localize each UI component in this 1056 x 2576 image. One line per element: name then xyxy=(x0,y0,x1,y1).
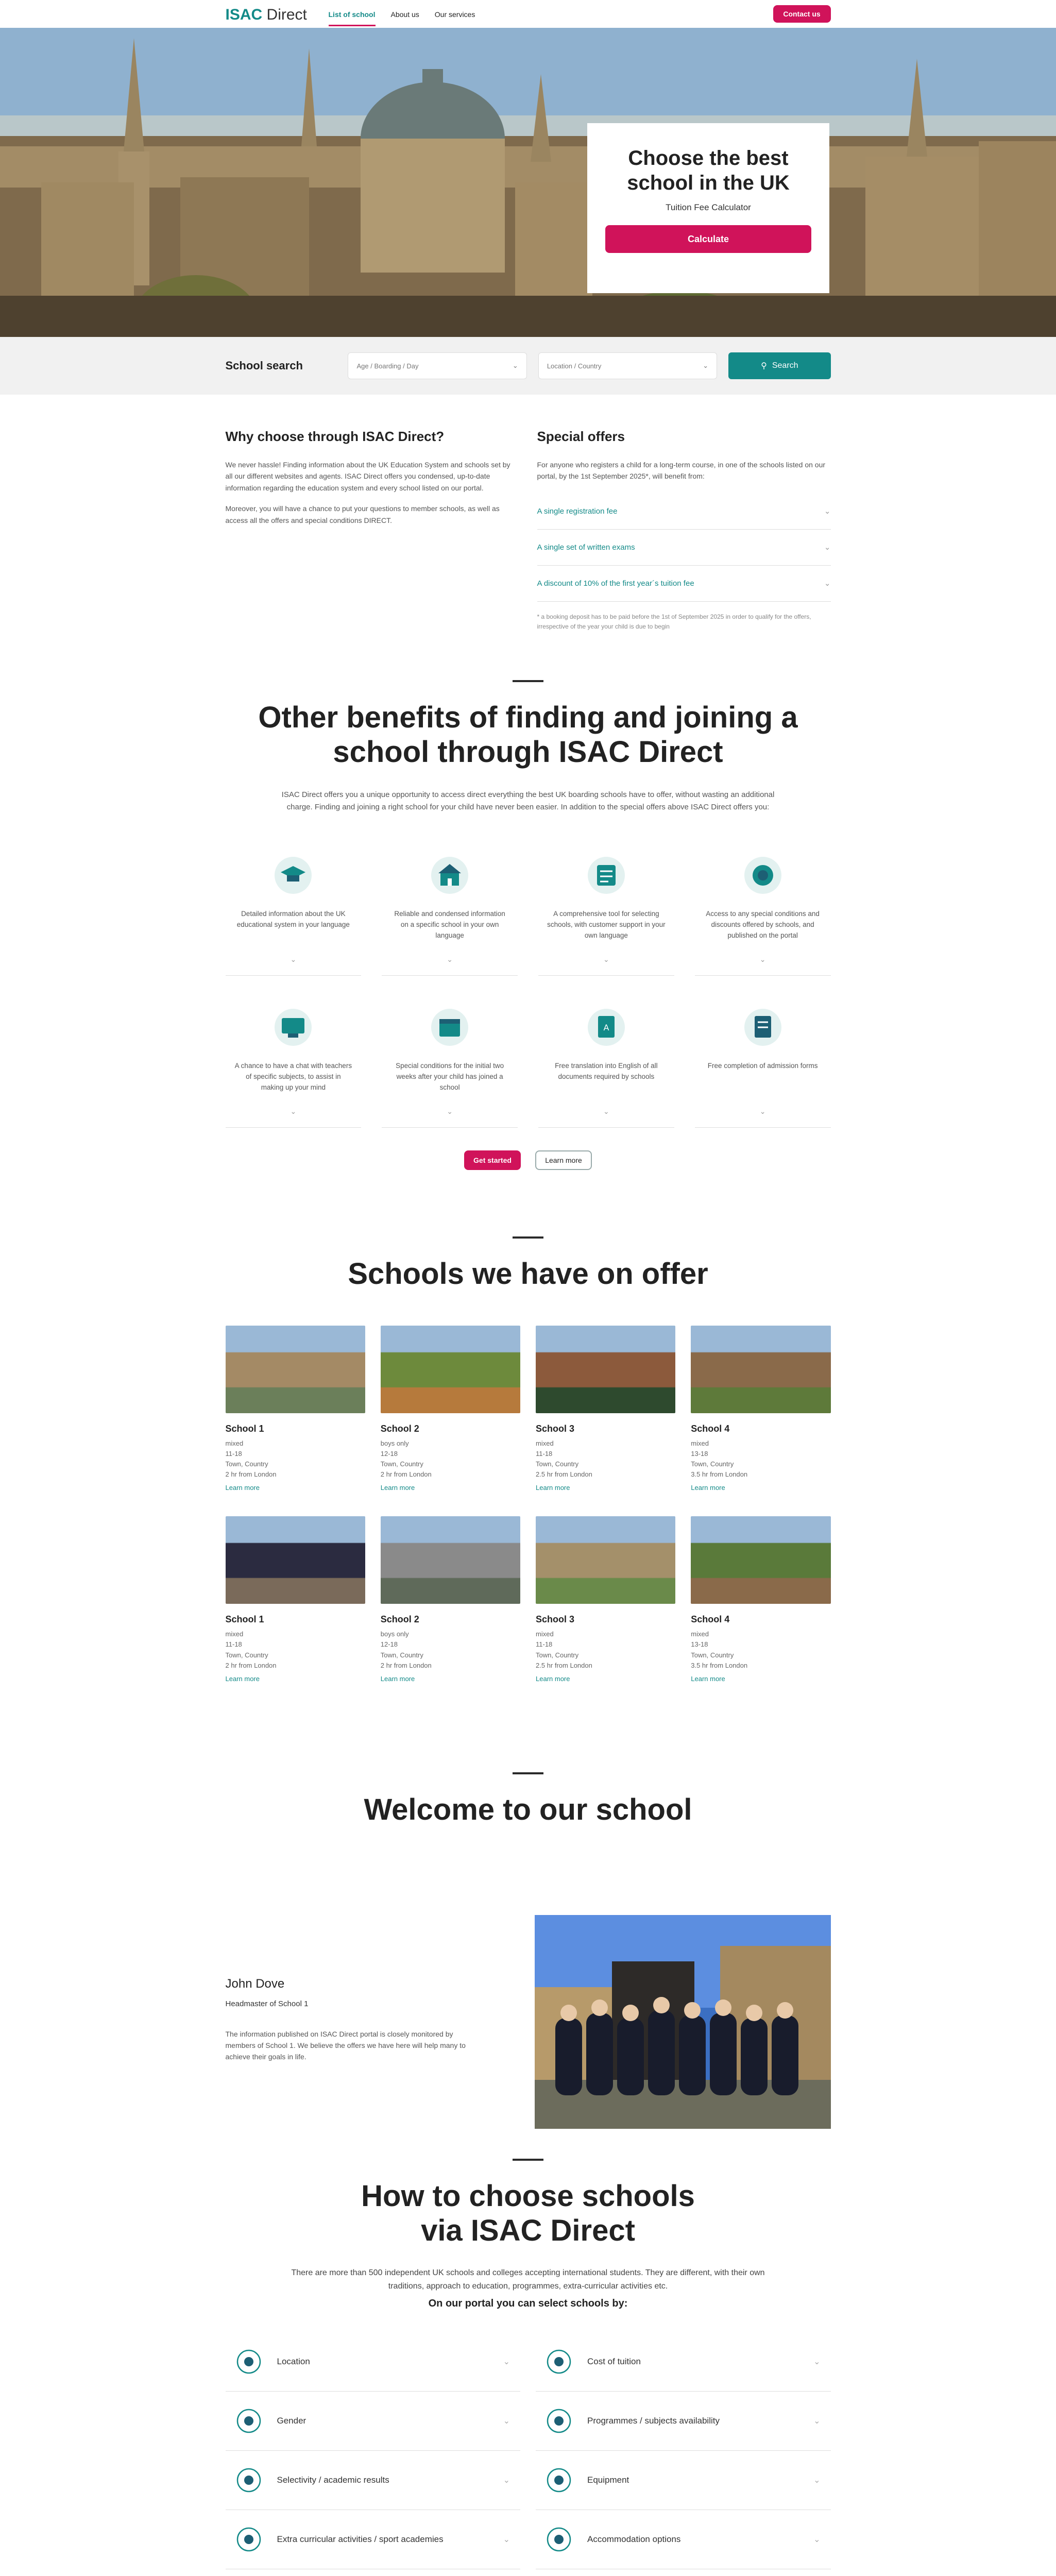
chevron-down-icon[interactable]: ⌄ xyxy=(759,1107,766,1116)
school-name: School 4 xyxy=(691,1614,730,1625)
chevron-down-icon[interactable]: ⌄ xyxy=(603,955,609,964)
school-search-bar xyxy=(0,337,1056,395)
admission-form-icon xyxy=(742,1007,784,1048)
nav-about-us[interactable]: About us xyxy=(390,10,419,19)
school-learn-more-link[interactable]: Learn more xyxy=(536,1484,570,1492)
gender-icon xyxy=(236,2408,262,2434)
school-meta: boys only 12-18 Town, Country 2 hr from London xyxy=(380,1630,432,1669)
selection-tool-icon xyxy=(586,855,627,896)
section-divider xyxy=(513,1236,543,1239)
benefit-item: Access to any special conditions and discounts offered by schools, and published on the portal ⌄ xyxy=(695,824,831,976)
offer-item[interactable]: A discount of 10% of the first year´s tuition fee ⌄ xyxy=(537,566,831,602)
criteria-item[interactable]: Programmes / subjects availability ⌄ xyxy=(536,2392,831,2451)
calculate-button[interactable]: Calculate xyxy=(605,225,811,253)
section-divider xyxy=(513,2159,543,2161)
chevron-down-icon: ⌄ xyxy=(703,362,709,369)
map-pin-icon xyxy=(236,2349,262,2375)
how-to-choose-section xyxy=(0,2159,1056,2576)
chart-icon xyxy=(236,2467,262,2493)
school-learn-more-link[interactable]: Learn more xyxy=(225,1674,260,1683)
school-learn-more-link[interactable]: Learn more xyxy=(380,1484,415,1492)
benefit-item: A Free translation into English of all documents required by schools ⌄ xyxy=(538,976,674,1128)
chevron-down-icon: ⌄ xyxy=(824,579,831,588)
criteria-item[interactable]: Selectivity / academic results ⌄ xyxy=(226,2451,521,2510)
section-divider xyxy=(513,680,543,682)
chevron-down-icon[interactable]: ⌄ xyxy=(290,1107,297,1116)
calendar-icon xyxy=(429,1007,470,1048)
offer-item[interactable]: A single set of written exams ⌄ xyxy=(537,530,831,566)
school-learn-more-link[interactable]: Learn more xyxy=(380,1674,415,1683)
chevron-down-icon: ⌄ xyxy=(813,2357,821,2366)
benefit-item: A comprehensive tool for selecting schools, with customer support in your own language ⌄ xyxy=(538,824,674,976)
badge-discount-icon xyxy=(742,855,784,896)
search-button[interactable]: ⚲ Search xyxy=(728,352,830,379)
school-learn-more-link[interactable]: Learn more xyxy=(691,1484,725,1492)
school-name: School 2 xyxy=(380,1423,419,1434)
benefits-section xyxy=(0,680,1056,1170)
contact-us-button[interactable]: Contact us xyxy=(773,5,831,23)
main-nav xyxy=(329,10,475,26)
why-choose-column xyxy=(226,429,519,526)
search-icon: ⚲ xyxy=(761,362,767,370)
school-card[interactable] xyxy=(381,1516,520,1683)
welcome-section xyxy=(0,1772,1056,2061)
hero-title: Choose the best school in the UK xyxy=(627,147,790,194)
hero-subtitle: Tuition Fee Calculator xyxy=(666,202,751,212)
school-learn-more-link[interactable]: Learn more xyxy=(691,1674,725,1683)
why-paragraph-1: We never hassle! Finding information about the UK Education System and schools set by all our different websites and agents. ISAC Direct offers you condensed, up-to-date information regarding the education system and every school listed on our portal. xyxy=(225,461,510,492)
nav-our-services[interactable]: Our services xyxy=(434,10,475,19)
chevron-down-icon[interactable]: ⌄ xyxy=(447,1107,453,1116)
benefit-item: Free completion of admission forms ⌄ xyxy=(695,976,831,1128)
benefit-item: Special conditions for the initial two weeks after your child has joined a school ⌄ xyxy=(382,976,518,1128)
school-photo[interactable] xyxy=(691,1516,830,1604)
svg-text:A: A xyxy=(603,1023,609,1033)
benefit-item: Detailed information about the UK educational system in your language ⌄ xyxy=(226,824,362,976)
school-meta: mixed 11-18 Town, Country 2.5 hr from London xyxy=(536,1439,592,1479)
school-name: School 2 xyxy=(380,1614,419,1625)
chevron-down-icon[interactable]: ⌄ xyxy=(603,1107,609,1116)
benefits-title: Other benefits of finding and joining a school through ISAC Direct xyxy=(258,701,798,769)
chevron-down-icon[interactable]: ⌄ xyxy=(290,955,297,964)
coins-icon xyxy=(546,2349,572,2375)
schools-section xyxy=(0,1236,1056,1683)
school-photo[interactable] xyxy=(381,1326,520,1413)
chevron-down-icon: ⌄ xyxy=(503,2535,510,2544)
city-skyline-image xyxy=(0,28,1056,337)
school-card[interactable] xyxy=(536,1516,675,1683)
offers-intro: For anyone who registers a child for a long-term course, in one of the schools listed on our portal, by the 1st September 2025*, will benefit from: xyxy=(537,461,826,481)
school-photo[interactable] xyxy=(691,1326,830,1413)
criteria-item[interactable]: Cost of tuition ⌄ xyxy=(536,2332,831,2392)
section-divider xyxy=(513,1772,543,1774)
chevron-down-icon: ⌄ xyxy=(813,2535,821,2544)
welcome-title: Welcome to our school xyxy=(364,1793,692,1826)
learn-more-button[interactable]: Learn more xyxy=(535,1150,592,1170)
site-header xyxy=(0,0,1056,28)
benefits-intro: ISAC Direct offers you a unique opportunity to access direct everything the best UK boarding schools have to offer, without wasting an additional charge. Finding and joining a right school for your child have never been easier. In addition to the special offers above ISAC Direct offers you: xyxy=(281,790,775,812)
school-photo[interactable] xyxy=(381,1516,520,1604)
school-name: School 3 xyxy=(536,1423,575,1434)
location-select[interactable]: Location / Country ⌄ xyxy=(538,352,717,379)
translation-document-icon xyxy=(586,1007,627,1048)
chevron-down-icon: ⌄ xyxy=(512,362,518,369)
criteria-item[interactable]: Equipment ⌄ xyxy=(536,2451,831,2510)
age-select[interactable]: Age / Boarding / Day ⌄ xyxy=(348,352,526,379)
criteria-item[interactable]: Extra curricular activities / sport academies ⌄ xyxy=(226,2510,521,2569)
teacher-chat-icon xyxy=(272,1007,314,1048)
school-photo[interactable] xyxy=(226,1516,365,1604)
hero-banner xyxy=(0,28,1056,337)
chevron-down-icon[interactable]: ⌄ xyxy=(447,955,453,964)
school-photo[interactable] xyxy=(536,1326,675,1413)
school-group-photo xyxy=(535,1915,831,2129)
graduation-cap-icon xyxy=(272,855,314,896)
criteria-item[interactable]: Accommodation options ⌄ xyxy=(536,2510,831,2569)
trophy-icon xyxy=(236,2527,262,2552)
school-card[interactable] xyxy=(226,1516,365,1683)
why-title: Why choose through ISAC Direct? xyxy=(225,429,445,444)
chevron-down-icon: ⌄ xyxy=(824,543,831,552)
benefit-item: A chance to have a chat with teachers of specific subjects, to assist in making up your mind ⌄ xyxy=(226,976,362,1128)
offers-footnote: * a booking deposit has to be paid before the 1st of September 2025 in order to qualify for the offers, irrespective of the year your child is due to begin xyxy=(537,613,811,630)
school-meta: mixed 11-18 Town, Country 2 hr from London xyxy=(225,1630,277,1669)
offer-item[interactable]: A single registration fee ⌄ xyxy=(537,494,831,530)
school-name: School 1 xyxy=(225,1614,264,1625)
school-card[interactable] xyxy=(536,1326,675,1492)
criteria-item[interactable]: Location ⌄ xyxy=(226,2332,521,2392)
bed-icon xyxy=(546,2527,572,2552)
school-name: School 4 xyxy=(691,1423,730,1434)
chevron-down-icon: ⌄ xyxy=(813,2476,821,2485)
chevron-down-icon: ⌄ xyxy=(813,2416,821,2426)
headmaster-role: Headmaster of School 1 xyxy=(225,1999,309,2008)
school-meta: boys only 12-18 Town, Country 2 hr from London xyxy=(380,1439,432,1479)
school-photo[interactable] xyxy=(536,1516,675,1604)
equipment-icon xyxy=(546,2467,572,2493)
headmaster-name: John Dove xyxy=(225,1976,285,1991)
school-meta: mixed 13-18 Town, Country 3.5 hr from London xyxy=(691,1630,748,1669)
schools-title: Schools we have on offer xyxy=(348,1257,708,1291)
get-started-button[interactable]: Get started xyxy=(464,1150,521,1170)
logo[interactable]: ISAC Direct xyxy=(225,6,307,23)
chevron-down-icon: ⌄ xyxy=(503,2476,510,2485)
special-offers-column xyxy=(537,429,831,632)
nav-list-of-school[interactable]: List of school xyxy=(329,10,376,26)
school-search-label: School search xyxy=(225,359,303,372)
chevron-down-icon: ⌄ xyxy=(503,2357,510,2366)
hero-calculator-card xyxy=(587,123,829,293)
school-building-icon xyxy=(429,855,470,896)
school-learn-more-link[interactable]: Learn more xyxy=(225,1484,260,1492)
how-intro: There are more than 500 independent UK schools and colleges accepting international students. They are different, with their own traditions, approach to education, programmes, extra-curricular activities etc. On our portal you can select schools by: xyxy=(291,2268,765,2309)
school-meta: mixed 11-18 Town, Country 2 hr from London xyxy=(225,1439,277,1479)
school-name: School 3 xyxy=(536,1614,575,1625)
school-meta: mixed 13-18 Town, Country 3.5 hr from London xyxy=(691,1439,748,1479)
school-card[interactable] xyxy=(226,1326,365,1492)
welcome-text: The information published on ISAC Direct portal is closely monitored by members of School 1. We believe the offers we have here will help many to achieve their goals in life. xyxy=(225,2029,466,2061)
school-card[interactable] xyxy=(691,1326,830,1492)
school-learn-more-link[interactable]: Learn more xyxy=(536,1674,570,1683)
criteria-item[interactable]: Gender ⌄ xyxy=(226,2392,521,2451)
benefit-item: Reliable and condensed information on a specific school in your own language ⌄ xyxy=(382,824,518,976)
offers-title: Special offers xyxy=(537,429,625,444)
chevron-down-icon[interactable]: ⌄ xyxy=(759,955,766,964)
school-card[interactable] xyxy=(691,1516,830,1683)
school-photo[interactable] xyxy=(226,1326,365,1413)
school-meta: mixed 11-18 Town, Country 2.5 hr from London xyxy=(536,1630,592,1669)
books-icon xyxy=(546,2408,572,2434)
how-title: How to choose schools via ISAC Direct xyxy=(361,2179,695,2247)
chevron-down-icon: ⌄ xyxy=(503,2416,510,2426)
why-paragraph-2: Moreover, you will have a chance to put your questions to member schools, as well as access all the offers and special conditions DIRECT. xyxy=(225,504,500,524)
school-card[interactable] xyxy=(381,1326,520,1492)
school-name: School 1 xyxy=(225,1423,264,1434)
chevron-down-icon: ⌄ xyxy=(824,507,831,516)
